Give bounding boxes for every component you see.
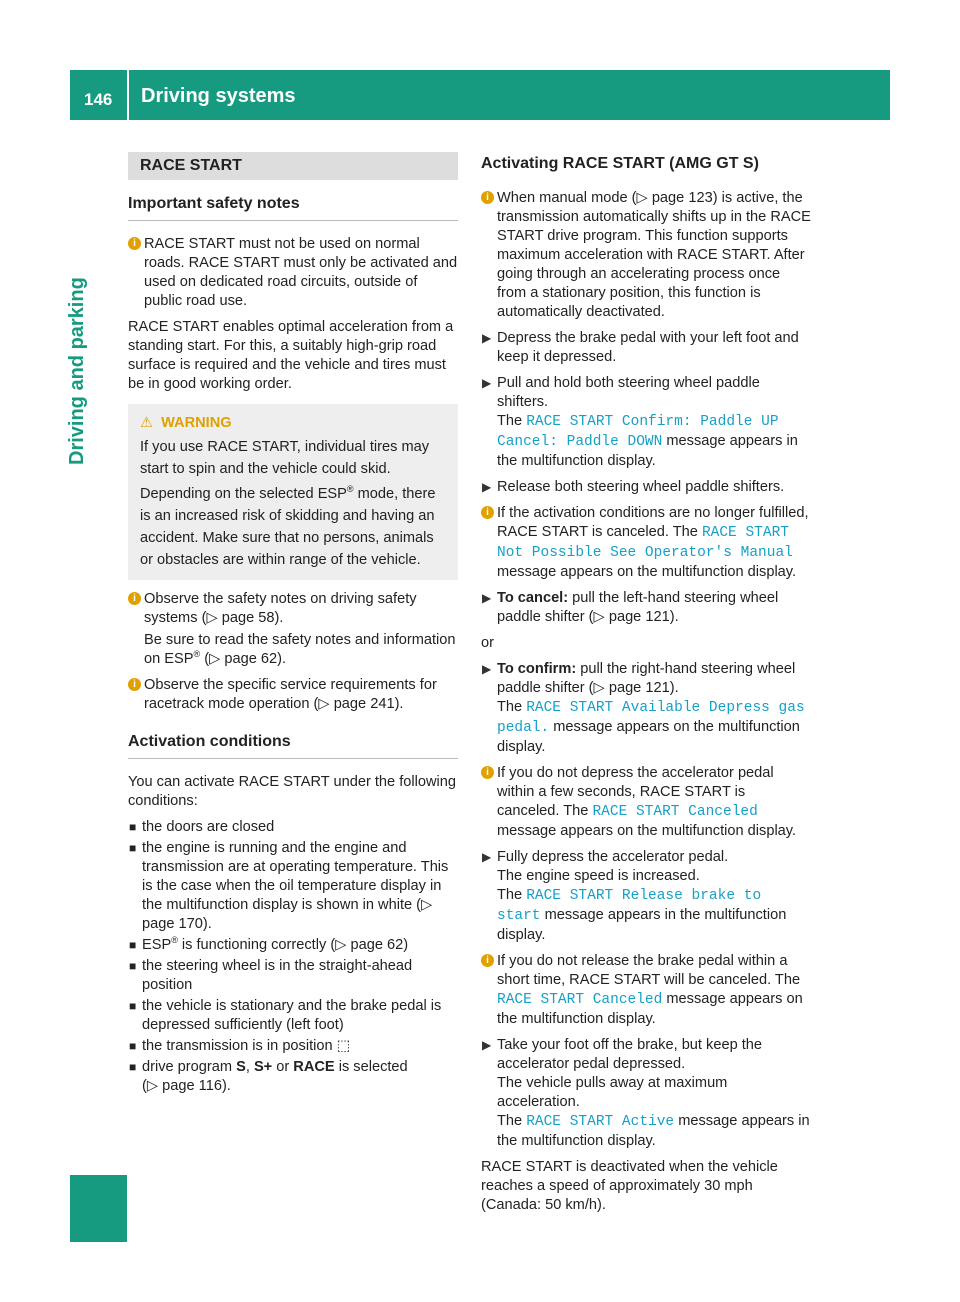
page-ref-icon: ▷ [335, 937, 347, 953]
display-message: RACE START Release brake to start [497, 888, 762, 924]
list-item: ■ the steering wheel is in the straight-ahead position [129, 958, 413, 993]
display-message: RACE START Available Depress gas pedal. [497, 700, 805, 736]
step: ▶ Take your foot off the brake, but keep the accelerator pedal depressed. The vehicle pulls away at maximum acceleration. The RACE START Active message appears in the multifunction display. [482, 1037, 810, 1149]
page-ref-icon: ▷ [318, 696, 330, 712]
page-title: Driving systems [141, 85, 296, 107]
info-icon: i [481, 954, 494, 967]
drive-position-icon: ⬚ [336, 1038, 351, 1054]
page-ref-icon: ▷ [206, 610, 218, 626]
activation-intro: You can activate RACE START under the following conditions: [128, 774, 457, 809]
heading-safety: Important safety notes [128, 194, 458, 221]
sidebar-chapter-label: Driving and parking [66, 277, 88, 465]
display-message: RACE START Not Possible See Operator's Manual [497, 525, 793, 561]
section-bar: RACE START [128, 152, 458, 180]
display-message: RACE START Confirm: Paddle UP Cancel: Paddle DOWN [497, 414, 779, 450]
step: ▶ Fully depress the accelerator pedal. The engine speed is increased. The RACE START Release brake to start message appears in the multifunction display. [482, 849, 787, 943]
page-ref-icon: ▷ [421, 897, 433, 913]
page-ref-icon: ▷ [593, 609, 605, 625]
display-message: RACE START Canceled [497, 992, 663, 1008]
step-arrow-icon: ▶ [482, 591, 492, 605]
page-ref-icon: ▷ [209, 651, 221, 667]
step-arrow-icon: ▶ [482, 850, 492, 864]
sidebar-tab [70, 1175, 127, 1242]
right-column [481, 152, 811, 1222]
info-icon: i [128, 237, 141, 250]
intro-paragraph: RACE START enables optimal acceleration from a standing start. For this, a suitably high-grip road surface is required and the vehicle and tires must be in good working order. [128, 319, 454, 392]
step-arrow-icon: ▶ [482, 480, 492, 494]
heading-activation: Activation conditions [128, 732, 458, 759]
page-ref-icon: ▷ [146, 1078, 159, 1094]
warning-triangle-icon: ⚠ [140, 415, 154, 431]
warning-text: If you use RACE START, individual tires may start to spin and the vehicle could skid. [140, 439, 430, 477]
step-arrow-icon: ▶ [482, 1038, 492, 1052]
display-message: RACE START Canceled [592, 804, 758, 820]
list-item: ■ the doors are closed [129, 819, 275, 835]
step-arrow-icon: ▶ [482, 376, 492, 390]
step-arrow-icon: ▶ [482, 331, 492, 345]
info-note: i If the activation conditions are no longer fulfilled, RACE START is canceled. The RACE START Not Possible See Operator's Manual message appears on the multifunction display. [481, 504, 811, 582]
or-text: or [481, 635, 494, 651]
page-ref-icon: ▷ [636, 190, 648, 206]
page-header [70, 70, 890, 120]
warning-box [128, 404, 458, 580]
info-note: i If you do not depress the accelerator pedal within a few seconds, RACE START is canceled. The RACE START Canceled message appears on the multifunction display. [481, 764, 811, 841]
closing-paragraph: RACE START is deactivated when the vehicle reaches a speed of approximately 30 mph (Canada: 50 km/h). [481, 1159, 778, 1213]
warning-text-2: Depending on the selected ESP® mode, there is an increased risk of skidding and having an accident. Make sure that no persons, animals or obstacles are within range of the vehicle. [140, 484, 436, 568]
step: ▶ To cancel: pull the left-hand steering wheel paddle shifter (▷ page 121). [482, 590, 779, 625]
info-note: i Observe the safety notes on driving safety systems (▷ page 58). Be sure to read the safety notes and information on ESP® (▷ page 62). [128, 590, 458, 669]
step: ▶ To confirm: pull the right-hand steering wheel paddle shifter (▷ page 121). The RACE START Available Depress gas pedal. message appears on the multifunction display. [482, 661, 805, 755]
header-divider [127, 70, 129, 120]
display-message: RACE START Active [526, 1114, 675, 1130]
list-item: ■ the vehicle is stationary and the brake pedal is depressed sufficiently (left foot) [129, 998, 442, 1033]
registered-mark: ® [346, 484, 354, 495]
info-note: i RACE START must not be used on normal roads. RACE START must only be activated and used on dedicated road circuits, outside of public road use. [128, 235, 458, 311]
info-note: i When manual mode (▷ page 123) is active, the transmission automatically shifts up in the RACE START drive program. This function supports maximum acceleration with RACE START. After going through an accelerating process once from a stationary position, this function is automatically deactivated. [481, 189, 811, 322]
step: ▶ Depress the brake pedal with your left foot and keep it depressed. [482, 330, 799, 365]
list-item: ■ the transmission is in position ⬚ [129, 1038, 351, 1054]
info-note: i Observe the specific service requirements for racetrack mode operation (▷ page 241). [128, 676, 458, 714]
info-note: i If you do not release the brake pedal within a short time, RACE START will be canceled. The RACE START Canceled message appears on the multifunction display. [481, 952, 811, 1029]
list-item: ■ the engine is running and the engine and transmission are at operating temperature. This is the case when the oil temperature display in the multifunction display is shown in white (▷ page 170). [129, 840, 449, 932]
page-number: 146 [84, 90, 113, 109]
list-item: ■ drive program S, S+ or RACE is selected (▷ page 116). [129, 1059, 408, 1094]
info-icon: i [128, 678, 141, 691]
warning-title: ⚠ WARNING [140, 412, 448, 434]
info-icon: i [481, 506, 494, 519]
page-ref-icon: ▷ [593, 680, 605, 696]
info-icon: i [481, 766, 494, 779]
info-icon: i [128, 592, 141, 605]
heading-activating: Activating RACE START (AMG GT S) [481, 155, 759, 172]
conditions-list [128, 818, 458, 1096]
step: ▶ Pull and hold both steering wheel paddle shifters. The RACE START Confirm: Paddle UP Cancel: Paddle DOWN message appears in the multifunction display. [482, 375, 798, 469]
step: ▶ Release both steering wheel paddle shifters. [482, 479, 785, 495]
list-item: ■ ESP® is functioning correctly (▷ page 62) [129, 935, 409, 953]
info-icon: i [481, 191, 494, 204]
left-column [128, 152, 458, 1098]
step-arrow-icon: ▶ [482, 662, 492, 676]
